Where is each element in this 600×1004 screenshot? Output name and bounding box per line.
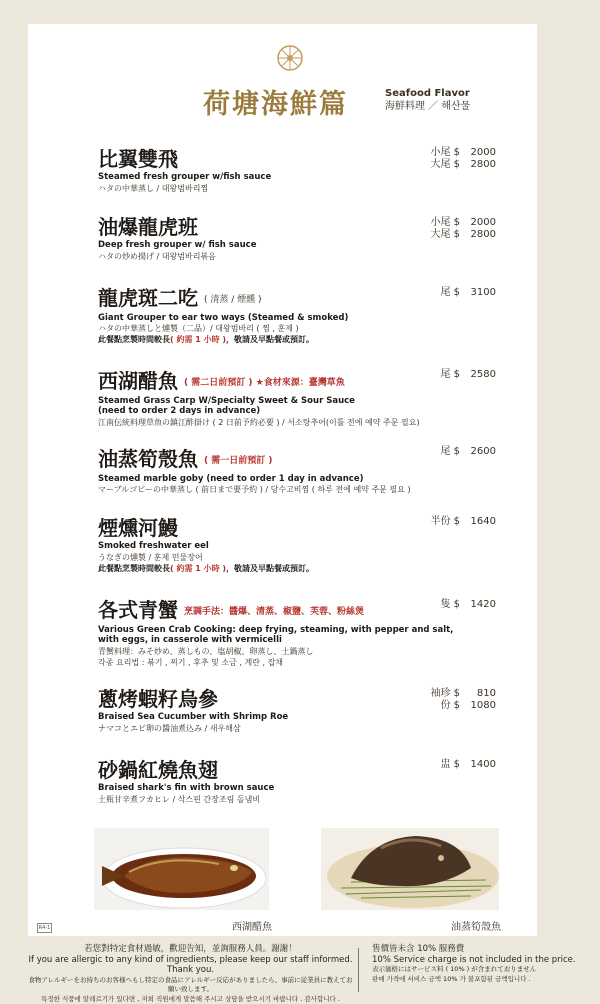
dish-name: 比翼雙飛 — [98, 146, 518, 172]
dish-name: 油爆龍虎班 — [98, 214, 518, 240]
price-label: 小尾 $ — [430, 217, 460, 229]
price-value: 2000 — [466, 147, 496, 159]
dish-name: 各式青蟹 — [98, 598, 178, 622]
charge-jp: 表示価格にはサービス料 ( 10% ) が含まれておりません — [372, 965, 592, 975]
price-label: 尾 $ — [440, 287, 460, 299]
dish-jp-kr: マーブルゴビーの中華蒸し ( 前日まで要予約 ) / 당수고비찜 ( 하루 전에 예약 주문 필요 ) — [98, 484, 518, 495]
price-block — [406, 147, 496, 171]
dish-kr: 각종 요리법 : 볶기 , 찌기 , 후추 및 소금 , 계란 , 잡채 — [98, 657, 518, 668]
dish-name: 砂鍋紅燒魚翅 — [98, 757, 518, 783]
dish-name: 龍虎斑二吃 — [98, 286, 198, 310]
price-value: 3100 — [466, 287, 496, 299]
page-tag: R4-1 — [37, 923, 52, 933]
price-block — [406, 217, 496, 241]
price-block — [406, 516, 496, 528]
price-label: 大尾 $ — [430, 159, 460, 171]
dish-name: 西湖醋魚 — [98, 369, 178, 393]
price-label: 大尾 $ — [430, 229, 460, 241]
price-value: 2000 — [466, 217, 496, 229]
price-label: 盅 $ — [440, 759, 460, 771]
price-label: 小尾 $ — [430, 147, 460, 159]
price-label: 尾 $ — [440, 446, 460, 458]
photo-caption: 油蒸筍殼魚 — [451, 918, 501, 933]
price-value: 1640 — [466, 516, 496, 528]
dish-jp-kr: 青蟹料理：みそ炒め、蒸しもの、塩胡椒、卵蒸し、土鍋蒸し — [98, 646, 518, 657]
dish-jp-kr: ハタの中華蒸しと燻製（二品）/ 대왕범바리 ( 찜 , 훈제 ) — [98, 323, 518, 334]
charge-kr: 판매 가격에 서비스 금액 10% 가 불포함된 금액입니다 . — [372, 975, 592, 985]
price-value: 2600 — [466, 446, 496, 458]
dish-name: 煙燻河鰻 — [98, 515, 518, 541]
dish-english: Steamed fresh grouper w/fish sauce — [98, 172, 518, 183]
dish-english-2: (need to order 2 days in advance) — [98, 406, 518, 417]
west-lake-fish-photo — [94, 828, 269, 910]
price-block — [406, 446, 496, 458]
dish-english-2: with eggs, in casserole with vermicelli — [98, 635, 518, 646]
price-block — [406, 688, 496, 712]
marble-goby-photo — [321, 828, 499, 910]
dish-jp-kr: うなぎの燻製 / 훈제 민물장어 — [98, 552, 518, 563]
price-value: 1400 — [466, 759, 496, 771]
dish-jp-kr: 土瓶甘辛煮フカヒレ / 삭스핀 간장조림 돌냄비 — [98, 794, 518, 805]
price-label: 份 $ — [440, 700, 460, 712]
section-title: 荷塘海鮮篇 — [203, 82, 348, 121]
notice-text: ，敬請及早點餐或預訂。 — [226, 335, 314, 344]
dish-english: Various Green Crab Cooking: deep frying, steaming, with pepper and salt, — [98, 625, 518, 636]
dish-jp-kr: ナマコとエビ卵の醬油煮込み / 새우해삼 — [98, 723, 518, 734]
footer — [0, 944, 600, 1000]
section-subtitle — [385, 87, 470, 113]
price-label: 隻 $ — [440, 599, 460, 611]
price-label: 半份 $ — [430, 516, 460, 528]
price-label: 袖珍 $ — [430, 688, 460, 700]
dish-english: Braised Sea Cucumber with Shrimp Roe — [98, 712, 518, 723]
notice-time: ( 約需 1 小時 ) — [170, 335, 226, 344]
dish-jp-kr: ハタの中華蒸し / 대왕범바리찜 — [98, 183, 518, 194]
price-value: 2800 — [466, 229, 496, 241]
subtitle-jp-kr: 海鮮料理 ／ 해산물 — [385, 100, 470, 113]
dish-english: Smoked freshwater eel — [98, 541, 518, 552]
notice-text: 此餐點烹製時間較長 — [98, 335, 170, 344]
price-value: 2580 — [466, 369, 496, 381]
charge-zh: 售價皆未含 10% 服務費 — [372, 944, 592, 955]
dish-note: ( 需二日前預訂 ) ★食材來源：臺灣草魚 — [184, 378, 345, 388]
notice-text: 此餐點烹製時間較長 — [98, 564, 170, 573]
notice-time: ( 約需 1 小時 ) — [170, 564, 226, 573]
notice-text: ，敬請及早點餐或預訂。 — [226, 564, 314, 573]
service-charge-notice — [372, 944, 592, 984]
price-value: 2800 — [466, 159, 496, 171]
photo-caption: 西湖醋魚 — [232, 918, 272, 933]
lotus-emblem-icon — [277, 45, 303, 71]
dish-english: Giant Grouper to ear two ways (Steamed & smoked) — [98, 313, 518, 324]
dish-note: ( 需一日前預訂 ) — [204, 456, 273, 466]
price-value: 1080 — [466, 700, 496, 712]
footer-divider — [358, 948, 359, 992]
dish-english: Braised shark's fin with brown sauce — [98, 783, 518, 794]
cooking-time-notice — [98, 334, 518, 345]
dish-english: Steamed Grass Carp W/Specialty Sweet & Sour Sauce — [98, 396, 518, 407]
dish-jp-kr: 江南伝統料理草魚の鎮江酢掛け ( 2 日前予約必要 ) / 서소탕추어(이틀 전에 예약 주문 필요) — [98, 417, 518, 428]
dish-note: 烹調手法：醬爆、清蒸、椒鹽、芙蓉、粉絲煲 — [184, 607, 364, 617]
price-label: 尾 $ — [440, 369, 460, 381]
price-block — [406, 369, 496, 381]
subtitle-english: Seafood Flavor — [385, 87, 470, 100]
cooking-time-notice — [98, 563, 518, 574]
price-value: 1420 — [466, 599, 496, 611]
dish-name: 蔥烤蝦籽烏參 — [98, 686, 518, 712]
dish-note: ( 清蒸 / 煙燻 ) — [204, 295, 262, 305]
price-value: 810 — [466, 688, 496, 700]
price-block — [406, 759, 496, 771]
price-block — [406, 287, 496, 299]
price-block — [406, 599, 496, 611]
charge-en: 10% Service charge is not included in the price. — [372, 955, 592, 966]
dish-english: Deep fresh grouper w/ fish sauce — [98, 240, 518, 251]
allergy-notice — [28, 944, 353, 1004]
allergy-kr: 특정한 식품에 알레르기가 있다면 , 저희 직원에게 말씀해 주시고 상담을 받으시기 바랍니다 . 감사합니다 . — [28, 995, 353, 1004]
allergy-en: If you are allergic to any kind of ingredients, please keep our staff informed. Thank you. — [28, 955, 353, 976]
dish-name: 油蒸筍殼魚 — [98, 447, 198, 471]
dish-jp-kr: ハタの炒め揚げ / 대왕범바리볶음 — [98, 251, 518, 262]
allergy-zh: 若您對特定食材過敏，歡迎告知，並詢服務人員。謝謝！ — [28, 944, 353, 955]
dish-english: Steamed marble goby (need to order 1 day in advance) — [98, 474, 518, 485]
allergy-jp: 食物アレルギーをお持ちのお客様へもし特定の食品にアレルギー反応がありましたら、事前に従業員に教えてお願い致します。 — [28, 976, 353, 995]
